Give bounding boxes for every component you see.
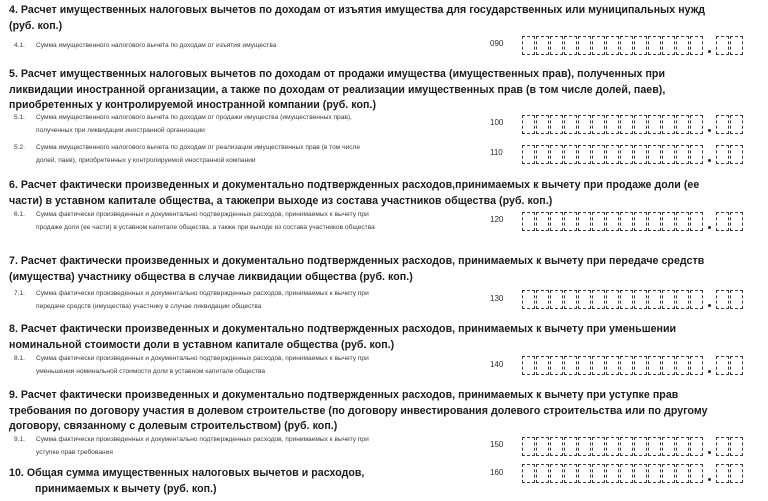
section-7-header [9,254,761,285]
digit-cell[interactable] [564,464,577,483]
digit-cell[interactable] [662,145,675,164]
digit-cell[interactable] [522,145,535,164]
kopeck-cell[interactable] [716,115,729,134]
digit-cell[interactable] [592,290,605,309]
digit-cell[interactable] [620,212,633,231]
header-line: договору, связанному с долевым строительством) (руб. коп.) [9,420,338,433]
section-5-header [9,67,761,114]
digit-cell[interactable] [634,290,647,309]
decimal-dot [708,50,711,53]
decimal-dot [708,304,711,307]
digit-cell[interactable] [620,437,633,456]
header-line: требования по договору участия в долевом строительстве (по договору инвестирования долевого строительства или по другому [9,404,708,417]
digit-cell[interactable] [648,437,661,456]
digit-cell[interactable] [634,145,647,164]
kopeck-cell[interactable] [716,437,729,456]
digit-cell[interactable] [606,145,619,164]
section-6-header [9,178,761,209]
digit-cell[interactable] [550,437,563,456]
digit-cell[interactable] [606,464,619,483]
digit-cell[interactable] [662,464,675,483]
digit-cell[interactable] [564,437,577,456]
digit-cell[interactable] [634,356,647,375]
digit-cell[interactable] [662,356,675,375]
digit-cell[interactable] [550,290,563,309]
digit-cell[interactable] [536,437,549,456]
line-code-140: 140 [490,360,504,369]
row-text-line: уступке прав требования [36,448,113,456]
digit-cell[interactable] [522,437,535,456]
decimal-dot [708,159,711,162]
row-text-line: Сумма фактически произведенных и документально подтвержденных расходов, принимаемых к вычету при [36,436,369,443]
kopeck-cell[interactable] [716,464,729,483]
digit-cell[interactable] [578,356,591,375]
digit-cell[interactable] [592,115,605,134]
kopeck-cell[interactable] [730,464,743,483]
digit-cell[interactable] [676,36,689,55]
decimal-dot [708,478,711,481]
decimal-dot [708,129,711,132]
digit-cell[interactable] [620,36,633,55]
digit-cell[interactable] [648,464,661,483]
digit-cell[interactable] [592,464,605,483]
digit-cell[interactable] [522,212,535,231]
line-code-120: 120 [490,215,504,224]
digit-cell[interactable] [550,145,563,164]
digit-cell[interactable] [606,36,619,55]
line-code-110: 110 [490,148,503,157]
digit-cell[interactable] [648,356,661,375]
digit-cell[interactable] [606,212,619,231]
digit-cell[interactable] [606,356,619,375]
digit-cell[interactable] [648,36,661,55]
digit-cell[interactable] [648,115,661,134]
header-line: (руб. коп.) [9,19,63,32]
kopeck-cell[interactable] [716,290,729,309]
kopeck-cell[interactable] [730,36,743,55]
digit-cell[interactable] [522,290,535,309]
row-text-line: долей, паев), приобретенных у контролируемой иностранной компании [36,156,256,164]
digit-cell[interactable] [522,115,535,134]
kopeck-cell[interactable] [730,290,743,309]
digit-cell[interactable] [536,290,549,309]
section-4-header [9,3,761,34]
digit-cell[interactable] [592,36,605,55]
header-line: 7. Расчет фактически произведенных и документально подтвержденных расходов, принимаемых к вычету при передаче средств [9,255,705,267]
digit-cell[interactable] [536,356,549,375]
digit-cell[interactable] [648,212,661,231]
line-code-090: 090 [490,39,504,48]
row-text-line: уменьшении номинальной стоимости доли в уставном капитале общества [36,367,266,375]
header-line: приобретенных у контролируемой иностранной компании (руб. коп.) [9,99,377,112]
kopeck-cell[interactable] [730,437,743,456]
digit-cell[interactable] [676,145,689,164]
digit-cell[interactable] [620,145,633,164]
digit-cell[interactable] [578,145,591,164]
digit-cell[interactable] [550,212,563,231]
digit-cell[interactable] [578,212,591,231]
row-text-line: Сумма имущественного налогового вычета по доходам от изъятия имущества [36,42,277,49]
digit-cell[interactable] [564,290,577,309]
digit-cell[interactable] [578,437,591,456]
digit-cell[interactable] [634,36,647,55]
digit-cell[interactable] [634,212,647,231]
digit-cell[interactable] [536,145,549,164]
kopeck-cell[interactable] [716,145,729,164]
digit-cell[interactable] [606,115,619,134]
row-number: 5.2. [14,144,25,151]
row-text-line: Сумма имущественного налогового вычета по доходам от реализации имущественных прав (в том числе [36,144,361,151]
row-text-line: Сумма имущественного налогового вычета по доходам от продажи имущества (имущественных прав), [36,114,352,121]
kopeck-cell[interactable] [730,212,743,231]
digit-cell[interactable] [564,356,577,375]
row-text-line: полученных при ликвидации иностранной организации [36,126,205,134]
line-code-160: 160 [490,468,504,477]
row-number: 5.1. [14,114,25,121]
digit-cell[interactable] [676,290,689,309]
header-line: (имущества) участнику общества в случае ликвидации общества (руб. коп.) [9,270,413,283]
header-line: 10. Общая сумма имущественных налоговых вычетов и расходов, [9,467,365,479]
kopeck-cell[interactable] [730,115,743,134]
digit-cell[interactable] [620,115,633,134]
digit-cell[interactable] [550,115,563,134]
digit-cell[interactable] [690,212,703,231]
header-line: 8. Расчет фактически произведенных и документально подтвержденных расходов, принимаемых к вычету при уменьшении [9,323,677,335]
row-number: 9.1. [14,436,25,443]
digit-cell[interactable] [690,145,703,164]
kopeck-cell[interactable] [716,212,729,231]
kopeck-cell[interactable] [716,356,729,375]
header-line: номинальной стоимости доли в уставном капитале общества (руб. коп.) [9,338,395,351]
digit-cell[interactable] [690,36,703,55]
digit-cell[interactable] [550,356,563,375]
header-line: 5. Расчет имущественных налоговых вычетов по доходам от продажи имущества (имущественных прав), полученных при [9,68,666,80]
kopeck-cell[interactable] [730,356,743,375]
digit-cell[interactable] [564,145,577,164]
digit-cell[interactable] [578,115,591,134]
digit-cell[interactable] [676,115,689,134]
digit-cell[interactable] [564,115,577,134]
digit-cell[interactable] [522,36,535,55]
row-number: 6.1. [14,211,25,218]
digit-cell[interactable] [592,212,605,231]
digit-cell[interactable] [536,212,549,231]
digit-cell[interactable] [578,464,591,483]
section-8-header [9,322,761,353]
section-9-header [9,388,761,435]
digit-cell[interactable] [564,36,577,55]
digit-cell[interactable] [592,356,605,375]
header-line: 6. Расчет фактически произведенных и документально подтвержденных расходов,принимаемых к вычету при продаже доли (ее [9,179,700,191]
digit-cell[interactable] [606,437,619,456]
digit-cell[interactable] [690,115,703,134]
line-code-100: 100 [490,118,504,127]
digit-cell[interactable] [676,212,689,231]
digit-cell[interactable] [690,437,703,456]
decimal-dot [708,226,711,229]
digit-cell[interactable] [564,212,577,231]
digit-cell[interactable] [592,437,605,456]
line-code-130: 130 [490,294,504,303]
digit-cell[interactable] [522,464,535,483]
digit-cell[interactable] [620,290,633,309]
digit-cell[interactable] [690,290,703,309]
header-line: ликвидации иностранной организации, а также по доходам от реализации имущественных прав (в том числе долей, паев), [9,83,666,96]
row-text-line: Сумма фактически произведенных и документально подтвержденных расходов, принимаемых к вычету при [36,290,369,297]
digit-cell[interactable] [648,145,661,164]
decimal-dot [708,370,711,373]
digit-cell[interactable] [648,290,661,309]
digit-cell[interactable] [634,464,647,483]
digit-cell[interactable] [606,290,619,309]
row-number: 7.1. [14,290,25,297]
digit-cell[interactable] [662,290,675,309]
decimal-dot [708,451,711,454]
digit-cell[interactable] [550,36,563,55]
digit-cell[interactable] [690,464,703,483]
digit-cell[interactable] [592,145,605,164]
digit-cell[interactable] [676,437,689,456]
digit-cell[interactable] [662,115,675,134]
header-line: принимаемых к вычету (руб. коп.) [35,482,217,495]
digit-cell[interactable] [634,115,647,134]
digit-cell[interactable] [634,437,647,456]
row-text-line: продаже доли (ее части) в уставном капитале общества, а также при выходе из состава участников общества [36,223,375,231]
row-text-line: Сумма фактически произведенных и документально подтвержденных расходов, принимаемых к вычету при [36,211,369,218]
digit-cell[interactable] [690,356,703,375]
line-code-150: 150 [490,440,504,449]
digit-cell[interactable] [522,356,535,375]
row-text-line: передаче средств (имущества) участнику в случае ликвидации общества [36,302,262,310]
digit-cell[interactable] [676,356,689,375]
digit-cell[interactable] [620,464,633,483]
digit-cell[interactable] [578,290,591,309]
digit-cell[interactable] [536,36,549,55]
digit-cell[interactable] [536,115,549,134]
row-number: 4.1. [14,42,25,49]
digit-cell[interactable] [662,437,675,456]
header-line: 4. Расчет имущественных налоговых вычетов по доходам от изъятия имущества для государственных или муниципальных нужд [9,4,706,16]
digit-cell[interactable] [536,464,549,483]
digit-cell[interactable] [578,36,591,55]
header-line: части) в уставном капитале общества, а такжепри выходе из состава участников общества (руб. коп.) [9,194,553,207]
kopeck-cell[interactable] [716,36,729,55]
digit-cell[interactable] [662,36,675,55]
row-number: 8.1. [14,355,25,362]
header-line: 9. Расчет фактически произведенных и документально подтвержденных расходов, принимаемых к вычету при уступке прав [9,389,679,401]
digit-cell[interactable] [620,356,633,375]
digit-cell[interactable] [676,464,689,483]
digit-cell[interactable] [662,212,675,231]
row-text-line: Сумма фактически произведенных и документально подтвержденных расходов, принимаемых к вычету при [36,355,369,362]
kopeck-cell[interactable] [730,145,743,164]
digit-cell[interactable] [550,464,563,483]
